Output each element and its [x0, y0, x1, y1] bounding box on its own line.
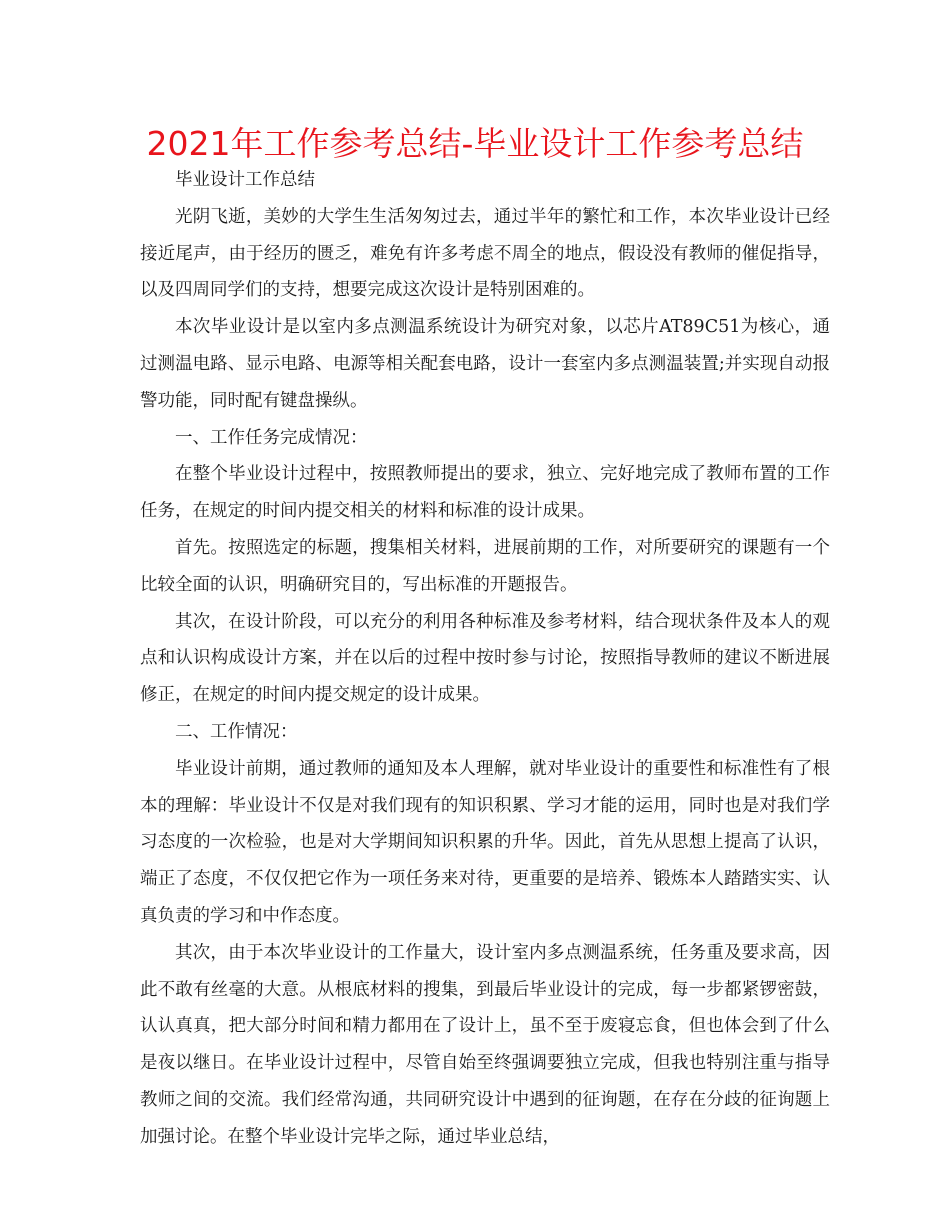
paragraph: 毕业设计前期，通过教师的通知及本人理解，就对毕业设计的重要性和标准性有了根本的理解：毕业设计不仅是对我们现有的知识积累、学习才能的运用，同时也是对我们学习态度的一次检验，也是对大学期间知识积累的升华。因此，首先从思想上提高了认识，端正了态度，不仅仅把它作为一项任务来对待，更重要的是培养、锻炼本人踏踏实实、认真负责的学习和中作态度。 [140, 758, 830, 926]
paragraph: 其次，由于本次毕业设计的工作量大，设计室内多点测温系统，任务重及要求高，因此不敢有丝毫的大意。从根底材料的搜集，到最后毕业设计的完成，每一步都紧锣密鼓，认认真真，把大部分时间和精力都用在了设计上，虽不至于废寝忘食，但也体会到了什么是夜以继日。在毕业设计过程中，尽管自始至终强调要独立完成，但我也特别注重与指导教师之间的交流。我们经常沟通，共同研究设计中遇到的征询题，在存在分歧的征询题上加强讨论。在整个毕业设计完毕之际，通过毕业总结， [140, 942, 830, 1147]
paragraph: 在整个毕业设计过程中，按照教师提出的要求，独立、完好地完成了教师布置的工作任务，在规定的时间内提交相关的材料和标准的设计成果。 [140, 464, 830, 522]
document-body [140, 162, 830, 1156]
section-heading: 二、工作情况： [175, 721, 298, 742]
paragraph: 其次，在设计阶段，可以充分的利用各种标准及参考材料，结合现状条件及本人的观点和认识构成设计方案，并在以后的过程中按时参与讨论，按照指导教师的建议不断进展修正，在规定的时间内提交规定的设计成果。 [140, 611, 830, 706]
paragraph-subtitle: 毕业设计工作总结 [175, 170, 315, 190]
section-heading: 一、工作任务完成情况： [175, 427, 368, 448]
paragraph: 本次毕业设计是以室内多点测温系统设计为研究对象，以芯片AT89C51为核心，通过测温电路、显示电路、电源等相关配套电路，设计一套室内多点测温装置;并实现自动报警功能，同时配有键盘操纵。 [140, 317, 830, 411]
paragraph: 光阴飞逝，美妙的大学生生活匆匆过去，通过半年的繁忙和工作，本次毕业设计已经接近尾声，由于经历的匮乏，难免有许多考虑不周全的地点，假设没有教师的催促指导，以及四周同学们的支持，想要完成这次设计是特别困难的。 [140, 206, 830, 301]
paragraph: 首先。按照选定的标题，搜集相关材料，进展前期的工作，对所要研究的课题有一个比较全面的认识，明确研究目的，写出标准的开题报告。 [140, 537, 830, 595]
document-title: 2021年工作参考总结-毕业设计工作参考总结 [146, 124, 804, 163]
